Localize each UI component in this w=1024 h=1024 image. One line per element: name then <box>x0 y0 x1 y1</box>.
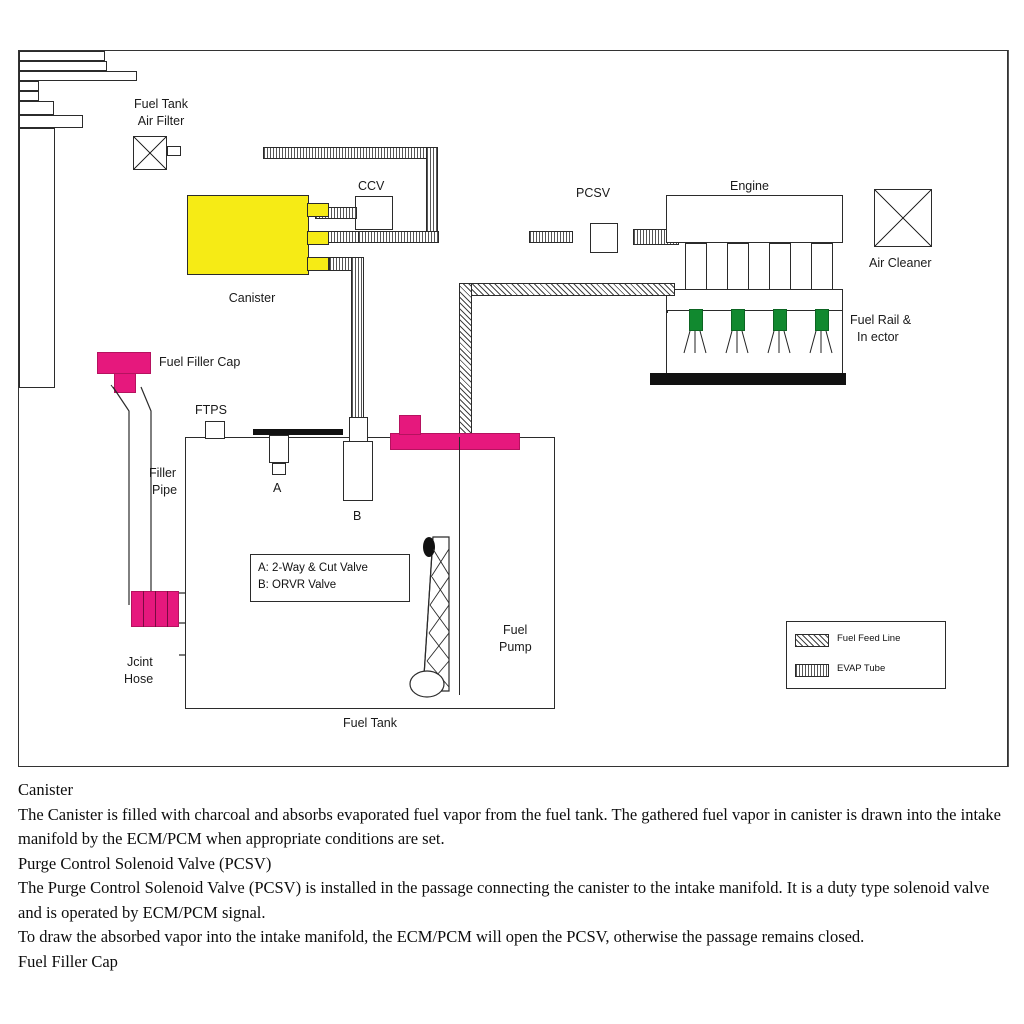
pcsv-valve <box>590 223 618 253</box>
manifold-runner-4 <box>811 243 833 291</box>
label-filler-pipe-line1: Filler <box>149 466 177 480</box>
evap-tube-ccv-bottom <box>355 231 439 243</box>
heading-canister: Canister <box>18 780 73 799</box>
evap-system-diagram <box>18 50 1008 767</box>
air-filter-tube-plain <box>19 51 105 61</box>
throttle-duct <box>19 101 54 115</box>
fuel-feed-line-horizontal <box>459 283 675 296</box>
legend-swatch-fuel-feed-line <box>795 634 829 647</box>
label-air-cleaner: Air Cleaner <box>869 256 932 270</box>
valve-a-top-line <box>253 429 343 435</box>
valve-b-neck <box>349 417 368 443</box>
label-fuel-pump-line1: Fuel <box>503 623 528 637</box>
label-filler-pipe-line2: Pipe <box>152 483 178 497</box>
valve-a-body <box>269 435 289 463</box>
fuel-feed-line-highlight <box>19 115 83 128</box>
evap-tube-canister-to-tank <box>351 257 364 419</box>
joint-hose-rib-2 <box>155 591 156 627</box>
label-point-a: A <box>273 481 282 495</box>
joint-hose-rib-1 <box>143 591 144 627</box>
canister-port-top <box>307 203 329 217</box>
label-joint-hose-line1: Jcint <box>127 655 153 669</box>
ftps-sensor <box>205 421 225 439</box>
fuel-line-magenta <box>390 433 520 450</box>
cylinder-walls <box>666 311 843 373</box>
manifold-runner-3 <box>769 243 791 291</box>
label-point-b: B <box>353 509 362 523</box>
canister-port-middle <box>307 231 329 245</box>
valve-legend-line-a: A: 2-Way & Cut Valve <box>258 562 368 574</box>
valve-legend-box <box>250 554 410 602</box>
diagram-legend <box>786 621 946 689</box>
label-fuel-tank: Fuel Tank <box>343 716 397 730</box>
heading-fuel-filler-cap: Fuel Filler Cap <box>18 951 118 971</box>
label-fuel-rail-line1: Fuel Rail & <box>850 313 912 327</box>
label-canister: Canister <box>228 291 276 305</box>
air-cleaner-symbol <box>874 189 932 247</box>
fuel-filler-cap <box>97 352 151 374</box>
label-fuel-tank-air-filter-line1: Fuel Tank <box>134 97 188 111</box>
label-joint-hose-line2: Hose <box>124 672 154 686</box>
evap-tube-to-pcsv <box>529 231 573 243</box>
valve-b-body <box>343 441 373 501</box>
label-fuel-rail-line2: In ector <box>857 330 899 344</box>
manifold-runner-2 <box>727 243 749 291</box>
label-ftps: FTPS <box>195 403 227 417</box>
canister-port-bottom <box>307 257 329 271</box>
pcsv-inlet-stub <box>19 81 39 91</box>
fuel-feed-line-vertical <box>459 283 472 435</box>
paragraph-canister: The Canister is filled with charcoal and absorbs evaporated fuel vapor from the fuel tank. The gathered fuel vapor in canister is drawn into the intake manifold by the ECM/PCM when appropriate conditions are set. <box>18 804 1001 848</box>
heading-pcsv: Purge Control Solenoid Valve (PCSV) <box>18 853 272 873</box>
valve-legend-line-b: B: ORVR Valve <box>258 579 337 591</box>
manifold-runner-1 <box>685 243 707 291</box>
joint-hose-rib-3 <box>167 591 168 627</box>
air-filter-nipple <box>167 146 181 156</box>
valve-a-nipple <box>272 463 286 475</box>
intake-manifold-plenum <box>666 195 843 243</box>
evap-tube-vertical-right <box>426 147 438 233</box>
canister-body <box>187 195 309 275</box>
canister-to-pcsv-tube-mid <box>19 71 137 81</box>
fuel-tank-air-filter-symbol <box>133 136 167 170</box>
piston-deck <box>650 373 846 385</box>
description-text <box>18 778 1008 971</box>
paragraph-pcsv-2: To draw the absorbed vapor into the intake manifold, the ECM/PCM will open the PCSV, otherwise the passage remains closed. <box>18 927 865 946</box>
label-engine: Engine <box>730 179 769 193</box>
fuel-pump-housing <box>19 128 55 388</box>
cylinder-head <box>666 289 843 311</box>
legend-label-evap-tube: EVAP Tube <box>837 663 886 674</box>
canister-to-pcsv-tube-left <box>19 61 107 71</box>
label-pcsv: PCSV <box>576 186 611 200</box>
label-fuel-pump-line2: Pump <box>499 640 532 654</box>
evap-tube-air-filter-to-manifold <box>263 147 438 159</box>
page-right-rule <box>1008 50 1009 767</box>
paragraph-pcsv-1: The Purge Control Solenoid Valve (PCSV) is installed in the passage connecting the canister to the intake manifold. It is a duty type solenoid valve and is operated by ECM/PCM signal. <box>18 878 990 922</box>
label-fuel-filler-cap: Fuel Filler Cap <box>159 355 241 369</box>
label-fuel-tank-air-filter-line2: Air Filter <box>137 114 185 128</box>
label-ccv: CCV <box>358 179 385 193</box>
ccv-valve <box>355 196 393 230</box>
fuel-line-magenta-riser <box>399 415 421 435</box>
legend-swatch-evap-tube <box>795 664 829 677</box>
pcsv-outlet-stub <box>19 91 39 101</box>
legend-label-fuel-feed-line: Fuel Feed Line <box>837 633 901 644</box>
